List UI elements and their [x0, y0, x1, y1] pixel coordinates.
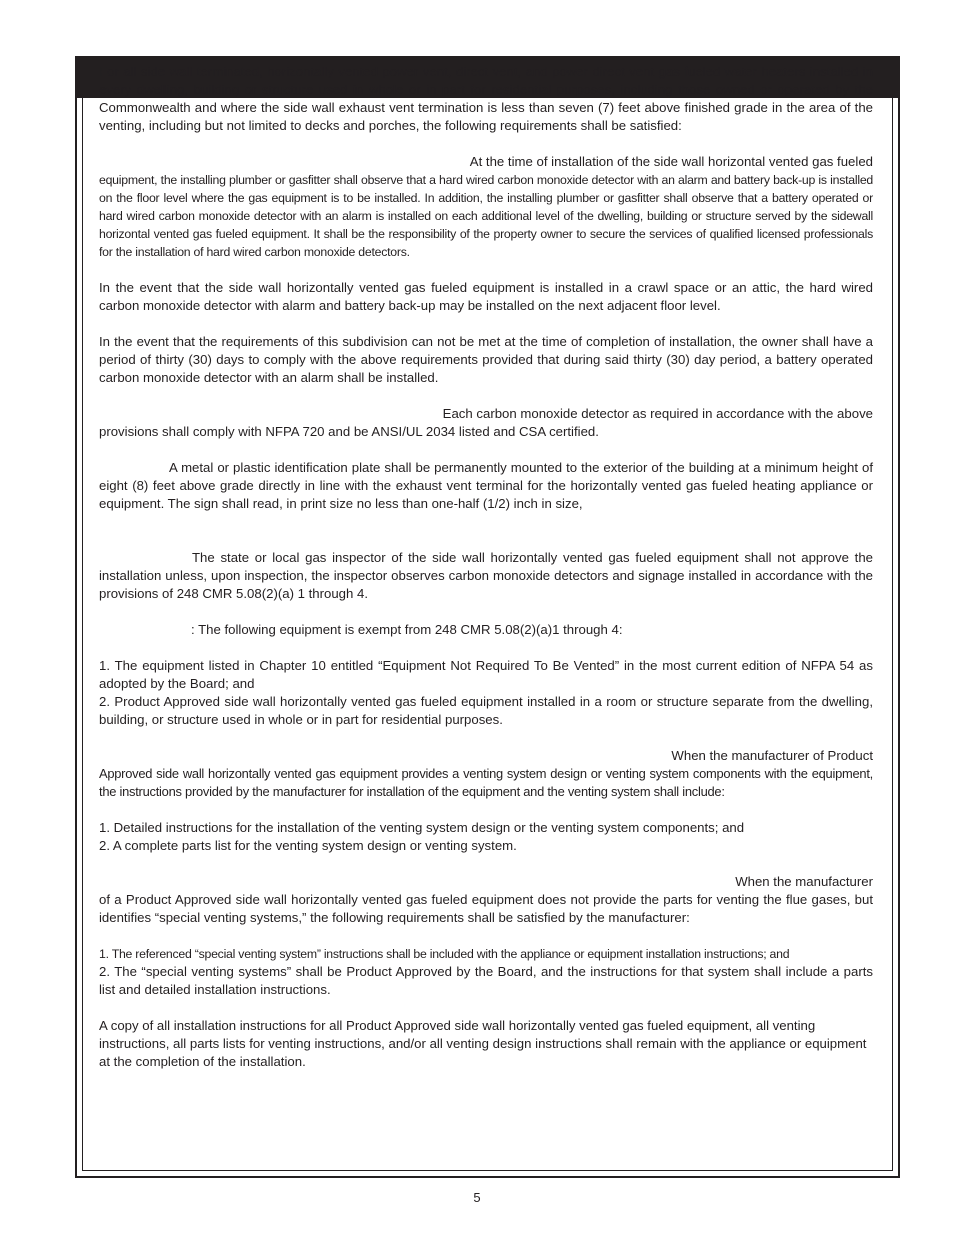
exemption-item-2: 2. Product Approved side wall horizontally vented gas fueled equipment installed in a room or structure separate from the dwelling, building, or structure used in whole or in part for residential purposes.: [99, 694, 873, 727]
signage-paragraph: A metal or plastic identification plate shall be permanently mounted to the exterior of the building at a minimum height of eight (8) feet above grade directly in line with the exhaust vent terminal for the horizontally vented gas fueled heating appliance or equipment. The sign shall read, in print size no less than one-half (1/2) inch in size,: [99, 460, 873, 511]
page-number: 5: [473, 1190, 481, 1205]
special-venting-item-1: 1. The referenced “special venting system” instructions shall be included with the appliance or equipment installation instructions; and: [99, 947, 790, 961]
venting-provided-paragraph: Approved side wall horizontally vented gas equipment provides a venting system design or venting system components with the equipment, the instructions provided by the manufacturer for installation of the equipment and the venting system shall include:: [99, 766, 873, 799]
document-body: [99, 63, 873, 1071]
inspection-paragraph: The state or local gas inspector of the side wall horizontally vented gas fueled equipment shall not approve the installation unless, upon inspection, the inspector observes carbon monoxide detectors and signage installed in accordance with the provisions of 248 CMR 5.08(2)(a) 1 through 4.: [99, 550, 873, 601]
special-venting-item-2: 2. The “special venting systems” shall be Product Approved by the Board, and the instructions for that system shall include a parts list and detailed installation instructions.: [99, 964, 873, 997]
intro-paragraph: For all side wall terminated, horizontally vented power vent, direct vent, and power direct vent gas fueled water heaters installed in every dwelling, building or structure used in whole or in part for residential purposes, including those owned or operated by the Commonwealth and where the side wall exhaust vent termination is less than seven (7) feet above finished grade in the area of the venting, including but not limited to decks and porches, the following requirements shall be satisfied:: [99, 64, 873, 133]
venting-provided-lead: When the manufacturer of Product: [671, 748, 873, 763]
exemptions-paragraph: : The following equipment is exempt from 248 CMR 5.08(2)(a)1 through 4:: [191, 622, 623, 637]
exemption-item-1: 1. The equipment listed in Chapter 10 entitled “Equipment Not Required To Be Vented” in the most current edition of NFPA 54 as adopted by the Board; and: [99, 658, 873, 691]
venting-not-provided-lead: When the manufacturer: [735, 874, 873, 889]
approved-detectors-lead: Each carbon monoxide detector as required in accordance with the above: [442, 406, 873, 421]
crawl-space-paragraph: In the event that the side wall horizontally vented gas fueled equipment is installed in a crawl space or an attic, the hard wired carbon monoxide detector with alarm and battery back-up may be installed on the next adjacent floor level.: [99, 280, 873, 313]
approved-detectors-paragraph: provisions shall comply with NFPA 720 and be ANSI/UL 2034 listed and CSA certified.: [99, 424, 599, 439]
detector-paragraph: equipment, the installing plumber or gasfitter shall observe that a hard wired carbon monoxide detector with an alarm and battery back-up is installed on the floor level where the gas equipment is to be installed. In addition, the installing plumber or gasfitter shall observe that a battery operated or hard wired carbon monoxide detector with an alarm is installed on each additional level of the dwelling, building or structure served by the sidewall horizontal vented gas fueled equipment. It shall be the responsibility of the property owner to secure the services of qualified licensed professionals for the installation of hard wired carbon monoxide detectors.: [99, 173, 873, 259]
venting-provided-item-2: 2. A complete parts list for the venting system design or venting system.: [99, 838, 517, 853]
thirty-day-paragraph: In the event that the requirements of this subdivision can not be met at the time of completion of installation, the owner shall have a period of thirty (30) days to comply with the above requirements provided that during said thirty (30) day period, a battery operated carbon monoxide detector with an alarm shall be installed.: [99, 334, 873, 385]
venting-not-provided-paragraph: of a Product Approved side wall horizontally vented gas fueled equipment does not provide the parts for venting the flue gases, but identifies “special venting systems,” the following requirements shall be satisfied by the manufacturer:: [99, 892, 873, 925]
detector-paragraph-lead: At the time of installation of the side wall horizontal vented gas fueled: [469, 154, 873, 169]
venting-provided-item-1: 1. Detailed instructions for the installation of the venting system design or the venting system components; and: [99, 820, 745, 835]
instructions-copy-paragraph: A copy of all installation instructions for all Product Approved side wall horizontally vented gas fueled equipment, all venting instructions, all parts lists for venting instructions, and/or all venting design instructions shall remain with the appliance or equipment at the completion of the installation.: [99, 1018, 867, 1069]
